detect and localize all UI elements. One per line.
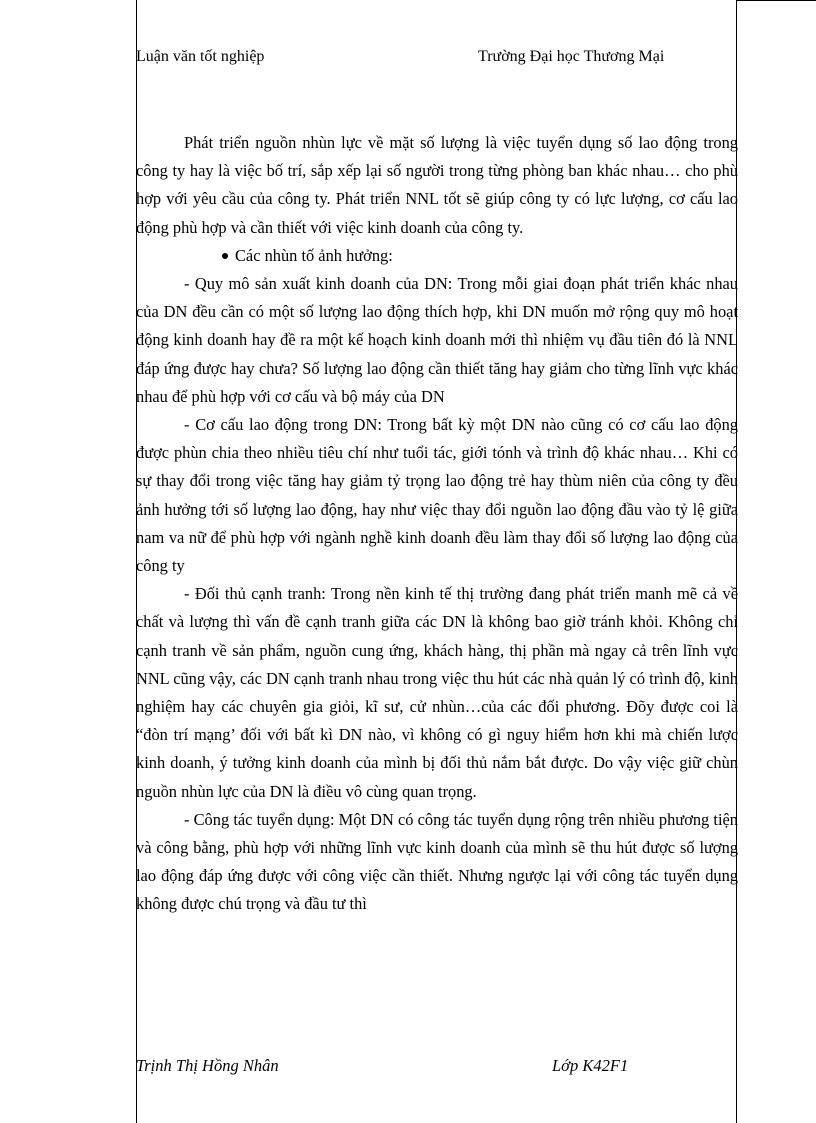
page-footer <box>136 1056 702 1080</box>
page-header <box>136 48 702 72</box>
footer-author: Trịnh Thị Hồng Nhân <box>136 1056 279 1075</box>
paragraph-competitors: - Đối thủ cạnh tranh: Trong nền kinh tế thị trường đang phát triển manh mẽ cả về chất và lượng thì vấn đề cạnh tranh giữa các DN là không bao giờ tránh khỏi. Không chỉ cạnh tranh về sản phẩm, nguồn cung ứng, khách hàng, thị phần mà ngay cả trên lĩnh vực NNL cũng vậy, các DN cạnh tranh nhau trong việc thu hút các nhà quản lý có trình độ, kinh nghiệm hay các chuyên gia giỏi, kĩ sư, cử nhùn…của các đối phương. Đõy được coi là “đòn trí mạng’ đối với bất kì DN nào, vì không có gì nguy hiểm hơn khi mà chiến lược kinh doanh, ý tưởng kinh doanh của mình bị đối thủ nắm bắt được. Do vậy việc giữ chùn nguồn nhùn lực của DN là điều vô cùng quan trọng. <box>136 584 738 801</box>
footer-class: Lớp K42F1 <box>552 1056 629 1075</box>
bullet-factors <box>136 242 738 270</box>
paragraph-intro: Phát triển nguồn nhùn lực về mặt số lượng là việc tuyển dụng số lao động trong công ty hay là việc bố trí, sắp xếp lại số người trong từng phòng ban khác nhau… cho phù hợp với yêu cầu của công ty. Phát triển NNL tốt sẽ giúp công ty có lực lượng, cơ cấu lao động phù hợp và cần thiết với việc kinh doanh của công ty. <box>136 133 738 237</box>
document-body <box>136 129 738 919</box>
header-university-name: Trường Đại học Thương Mại <box>478 48 665 65</box>
page-border-top-right <box>736 0 816 1</box>
paragraph-scale: - Quy mô sản xuất kinh doanh của DN: Trong mỗi giai đoạn phát triển khác nhau của DN đều cần có một số lượng lao động thích hợp, khi DN muốn mở rộng quy mô hoạt động kinh doanh hay đề ra một kế hoạch kinh doanh mới thì nhiệm vụ đầu tiên đó là NNL đáp ứng được hay chưa? Số lượng lao động cần thiết tăng hay giảm cho từng lĩnh vực khác nhau để phù hợp với cơ cấu và bộ máy của DN <box>136 274 738 406</box>
bullet-factors-text: Các nhùn tố ảnh hưởng: <box>235 245 393 265</box>
paragraph-recruitment: - Công tác tuyển dụng: Một DN có công tác tuyển dụng rộng trên nhiều phương tiện và công bằng, phù hợp với những lĩnh vực kinh doanh của mình sẽ thu hút được số lượng lao động đáp ứng được với công việc cần thiết. Nhưng ngược lại với công tác tuyển dụng không được chú trọng và đầu tư thì <box>136 809 738 914</box>
header-thesis-label: Luận văn tốt nghiệp <box>136 48 265 65</box>
paragraph-structure: - Cơ cấu lao động trong DN: Trong bất kỳ một DN nào cũng có cơ cấu lao động được phùn chia theo nhiều tiêu chí như tuổi tác, giới tónh và trình độ khác nhau… Khi có sự thay đổi trong việc tăng hay giảm tỷ trọng lao động trẻ hay thùm niên của công ty đều ảnh hưởng tới số lượng lao động, hay như việc thay đổi nguồn lao động đầu vào tỷ lệ giữa nam va nữ để phù hợp với ngành nghề kinh doanh đều làm thay đổi số lượng lao động của công ty <box>136 415 738 576</box>
bullet-dot-icon <box>222 253 228 259</box>
